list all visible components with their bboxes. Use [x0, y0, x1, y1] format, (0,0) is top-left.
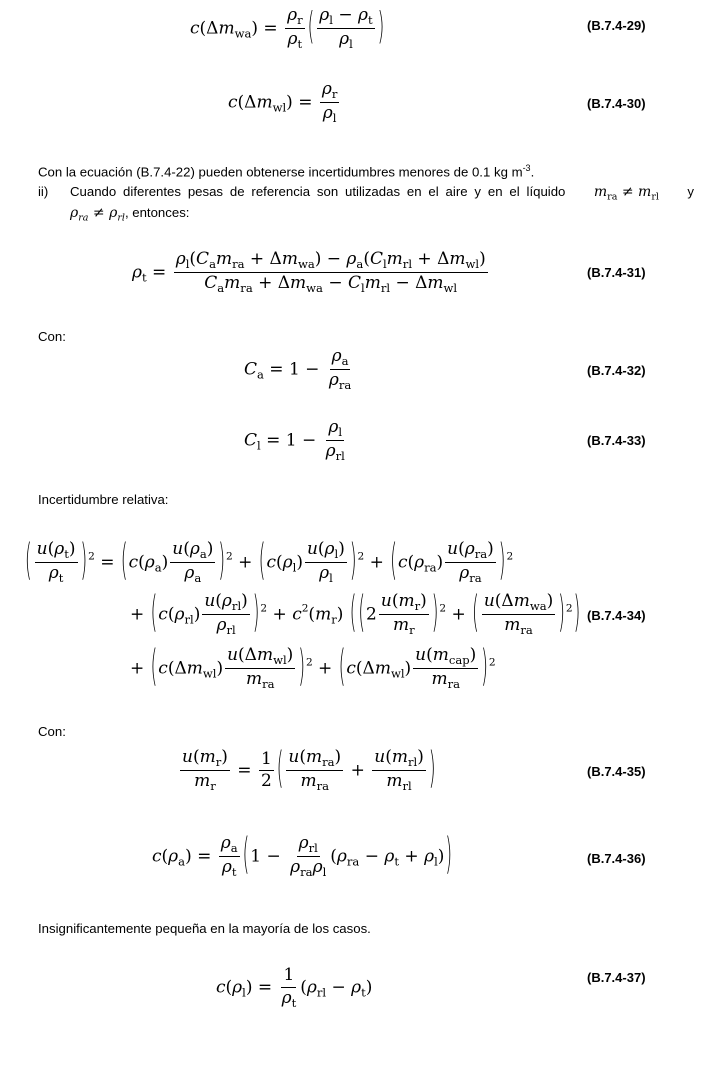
paragraph-superscript: -3 [522, 163, 531, 173]
paragraph-uncertainty [38, 160, 534, 180]
equation-b74-29: $c(\Delta m_{wa})$ = $\frac{\rho_r}{\rho_t}$ ( $\frac{\rho_l - \rho_t}{\rho_l}$ ) [190, 5, 385, 52]
paragraph-text: Con la ecuación (B.7.4-22) pueden obtenerse incertidumbres menores de 0.1 kg m [38, 164, 523, 180]
equation-number: (B.7.4-34) [587, 608, 646, 623]
equation-b74-34-line3: + ($c(\Delta m_{wl})$ $\frac{u(\Delta m_{wl})}{m_{ra}}$ )$^2 + (c(\Delta m_{wl})$ $\frac{u(m_{cap})}{m_{ra}}$ )$^2$ [130, 642, 496, 693]
equation-b74-30: $c(\Delta m_{wl})$ = $\frac{\rho_r}{\rho_l}$ [228, 79, 338, 126]
equation-number: (B.7.4-31) [587, 265, 646, 280]
list-item-text: Cuando diferentes pesas de referencia son utilizadas en el aire y en el líquido $m_{ra} \ne m_{rl}$ y $\rho_{ra} \ne \rho_{rl}$, entonces: [70, 184, 694, 224]
equation-b74-36: $c(\rho_a)$ = $\frac{\rho_a}{\rho_t}$ (1 − $\frac{\rho_{rl}}{\rho_{ra}\rho_l}$ $(\rho_{ra} - \rho_t + \rho_l)$) [152, 830, 453, 881]
equation-b74-34-line1: ( $\frac{u(\rho_t)}{\rho_t}$ )$^2 = (c(\rho_a)$ $\frac{u(\rho_a)}{\rho_a}$ )$^2 + (c(\rho_l)$ $\frac{u(\rho_l)}{\rho_l}$ )$^2 + (c(\rho_{ra})$ $\frac{u(\rho_{ra})}{\rho_{ra}}$ )$^2$ [25, 536, 514, 587]
equation-number: (B.7.4-35) [587, 764, 646, 779]
equation-b74-33: $C_l = 1$ − $\frac{\rho_l}{\rho_{rl}}$ [244, 417, 345, 464]
equation-number: (B.7.4-30) [587, 96, 646, 111]
list-item-line1: Cuando diferentes pesas de referencia son utilizadas en el aire y en el líquido [70, 184, 566, 199]
equation-b74-37: $c(\rho_l)$ = $\frac{1}{\rho_t}$ $(\rho_{rl} - \rho_t)$ [216, 965, 373, 1010]
label-incertidumbre-relativa: Incertidumbre relativa: [38, 492, 169, 507]
list-item-line2: , entonces: [124, 205, 190, 221]
equation-number: (B.7.4-29) [587, 18, 646, 33]
list-item-y: y [687, 184, 694, 199]
paragraph-end: . [530, 164, 535, 180]
equation-number: (B.7.4-37) [587, 970, 646, 985]
label-con: Con: [38, 329, 66, 344]
equation-number: (B.7.4-32) [587, 363, 646, 378]
equation-b74-34-line2: + ($c(\rho_{rl})$ $\frac{u(\rho_{rl})}{\rho_{rl}}$ )$^2 + c^2(m_r)$ ( (2 $\frac{u(m_r)}{m_r}$ )$^2$ + ( $\frac{u(\Delta m_{wa})}{m_{ra}}$ )$^2$) [130, 588, 581, 639]
equation-b74-35: $\frac{u(m_r)}{m_r}$ = $\frac{1}{2}$ ( $\frac{u(m_{ra})}{m_{ra}}$ + $\frac{u(m_{rl})}{m_{rl}}$ ) [182, 744, 436, 795]
equation-b74-31: $\rho_t$ = $\frac{\rho_l(C_am_{ra} + \Delta m_{wa}) - \rho_a(C_lm_{rl} + \Delta m_{wl})}{C_am_{ra} + \Delta m_{wa} - C_lm_{rl} - \Delta m_{wl}}$ [132, 249, 486, 296]
paragraph-insignificant: Insignificantemente pequeña en la mayoría de los casos. [38, 921, 371, 936]
list-marker: ii) [38, 184, 49, 199]
equation-number: (B.7.4-33) [587, 433, 646, 448]
equation-number: (B.7.4-36) [587, 851, 646, 866]
equation-b74-32: $C_a = 1$ − $\frac{\rho_a}{\rho_{ra}}$ [244, 346, 352, 393]
label-con: Con: [38, 724, 66, 739]
